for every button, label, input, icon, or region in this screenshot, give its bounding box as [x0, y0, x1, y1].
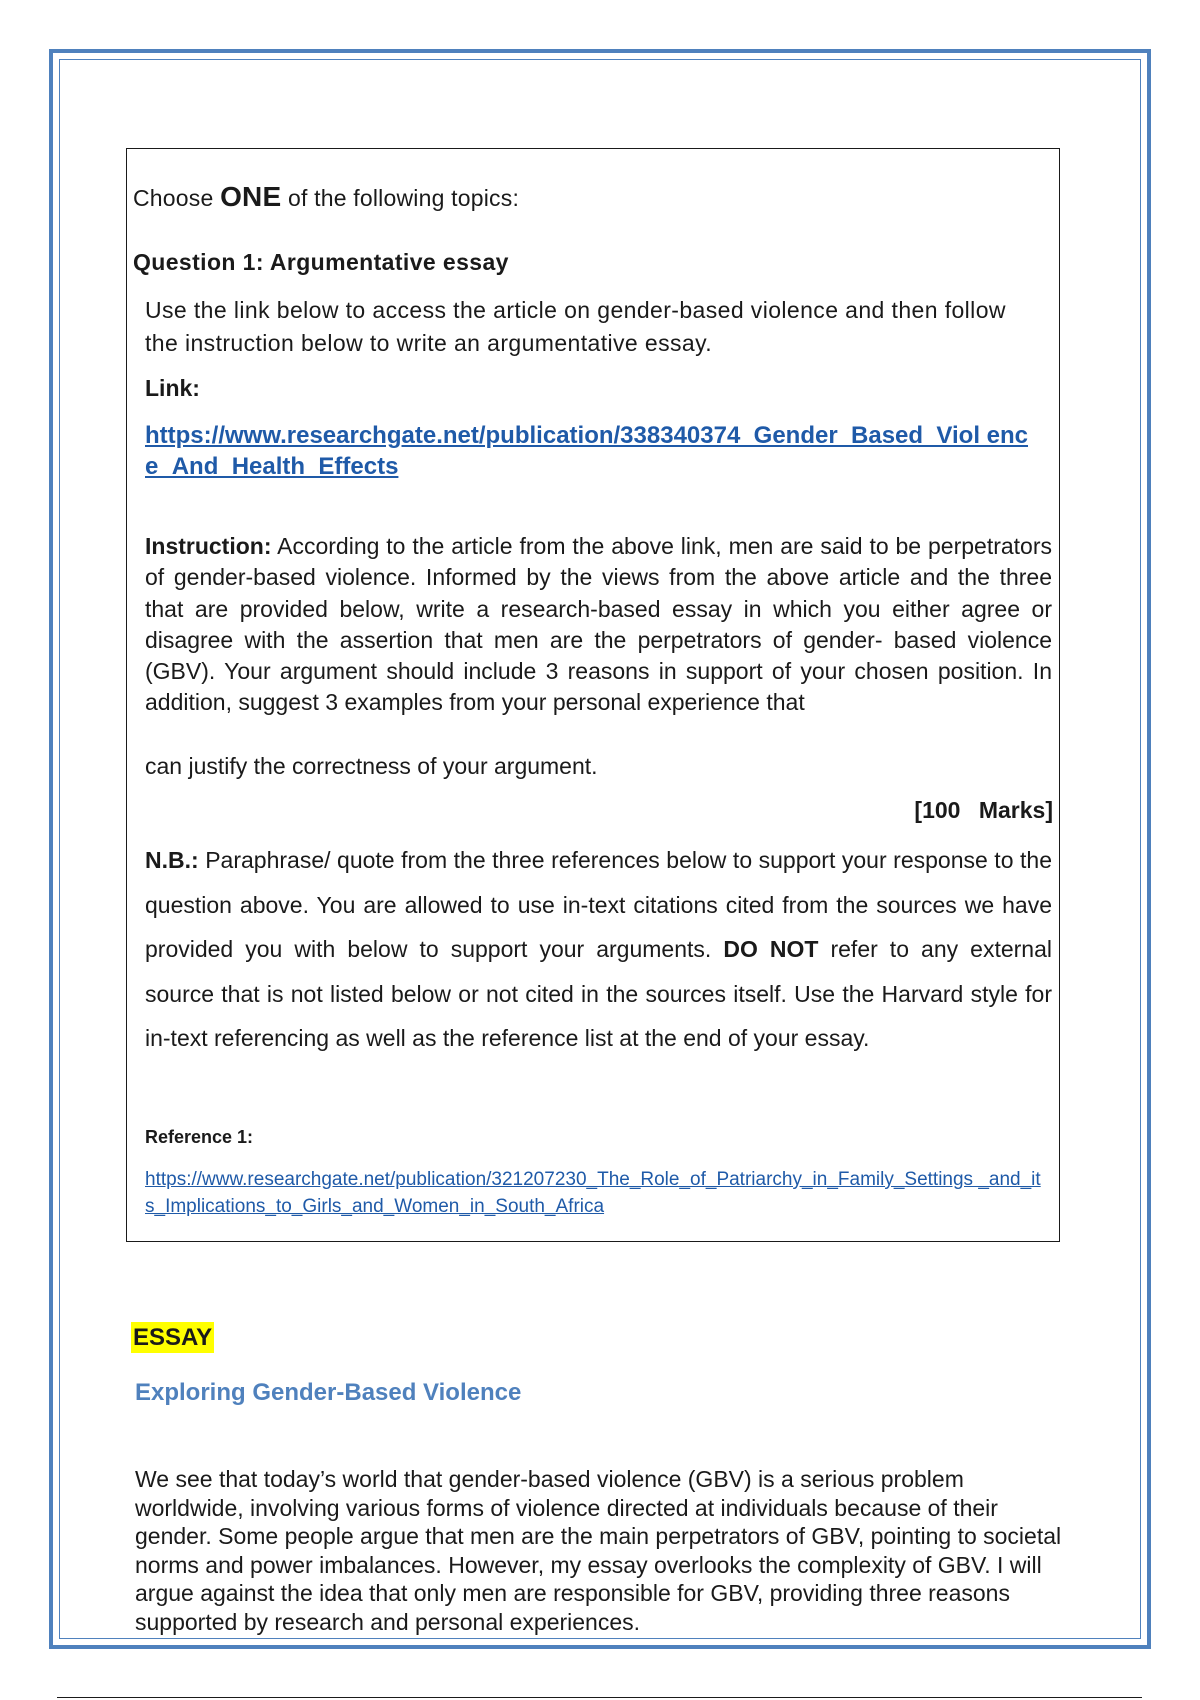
instruction-last-line: can justify the correctness of your argument.	[145, 753, 598, 779]
link-label: Link:	[145, 375, 200, 401]
bottom-divider	[57, 1697, 1142, 1698]
essay-tag: ESSAY	[133, 1324, 213, 1351]
essay-body: We see that today’s world that gender-based violence (GBV) is a serious problem worldwide, involving various forms of violence directed at individuals because of their gender. Some people argue that men are the main perpetrators of GBV, pointing to societal norms and power imbalances. However, my essay overlooks the complexity of GBV. I will argue against the idea that only men are responsible for GBV, providing three reasons supported by research and personal experiences.	[135, 1466, 1062, 1635]
nb-text-2: refer to any external source that is not listed below or not cited in the sources itself. Use the Harvard style for in-text referencing as well as the reference list at the end of your essay.	[145, 936, 1052, 1051]
reference-link[interactable]: https://www.researchgate.net/publication/321207230_The_Role_of_Patriarchy_in_Family_Settings _and_its_Implications_to_Girls_and_Women_in_South_Africa	[145, 1169, 1041, 1217]
nb-strong: DO NOT	[723, 936, 819, 962]
choose-prefix: Choose	[133, 185, 221, 211]
nb-label: N.B.:	[145, 847, 199, 873]
choose-suffix: of the following topics:	[281, 185, 520, 211]
question-title: Question 1: Argumentative essay	[133, 249, 509, 275]
instruction-label: Instruction:	[145, 533, 272, 559]
instruction-text: According to the article from the above link, men are said to be perpetrators of gender-based violence. Informed by the views from the above article and the three that are provided below, write a research-based essay in which you either agree or disagree with the assertion that men are the perpetrators of gender- based violence (GBV). Your argument should include 3 reasons in support of your chosen position. In addition, suggest 3 examples from your personal experience that	[145, 533, 1052, 716]
essay-title: Exploring Gender-Based Violence	[135, 1379, 522, 1406]
reference-label: Reference 1:	[145, 1127, 254, 1147]
nb-text-1: Paraphrase/ quote from the three references below to support your response to the question above. You are allowed to use in-text citations cited from the sources we have provided you with below to support your arguments.	[145, 847, 1052, 962]
choose-instruction	[133, 181, 519, 213]
choose-emphasis: ONE	[220, 181, 282, 212]
article-link[interactable]: https://www.researchgate.net/publication/338340374_Gender_Based_Viol enc e_And_Health_Effects	[145, 422, 1029, 480]
instruction-paragraph	[145, 531, 1052, 719]
question-intro: Use the link below to access the article on gender-based violence and then follow the instruction below to write an argumentative essay.	[145, 297, 1006, 356]
marks-label: [100 Marks]	[914, 797, 1053, 823]
nb-paragraph	[145, 838, 1052, 1061]
